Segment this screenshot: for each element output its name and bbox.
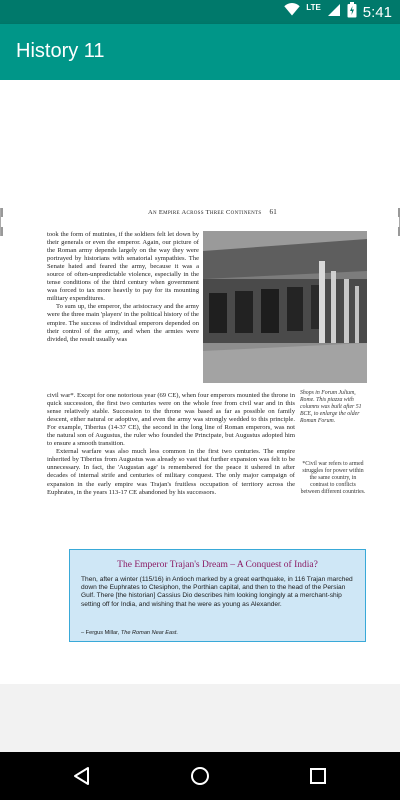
info-box <box>69 549 366 642</box>
status-bar <box>0 0 400 24</box>
info-box-source <box>81 630 178 636</box>
running-head-title: An Empire Across Three Continents <box>148 209 262 216</box>
status-icons <box>284 2 392 22</box>
source-title: The Roman Near East. <box>120 630 179 636</box>
paragraph: civil war*. Except for one notorious year (69 CE), when four emperors mounted the throne in quick succession, the first two centuries were on the whole free from civil war and in this sense relatively stable. Succession to the throne was based as far as possible on family descent, either natural or adoptive, and even the army was strongly wedded to this principle. For example, Tiberius (14-37 CE), the second in the long line of Roman emperors, was not the natural son of Augustus, the ruler who founded the Principate, but Augustus adopted him to ensure a smooth transition. <box>47 392 295 448</box>
status-time: 5:41 <box>362 3 392 21</box>
battery-icon <box>347 2 357 23</box>
home-icon[interactable] <box>186 762 214 790</box>
side-note: *Civil war refers to armed struggles for power within the same country, in contrast to conflicts between different countries. <box>300 461 366 495</box>
info-box-title: The Emperor Trajan's Dream – A Conquest of India? <box>117 560 318 570</box>
photo-caption: Shops in Forum Julium, Rome. This piazza with columns was built after 51 BCE, to enlarge the older Roman Forum. <box>300 390 362 424</box>
recents-icon[interactable] <box>304 762 332 790</box>
back-icon[interactable] <box>68 762 96 790</box>
wifi-icon <box>284 3 300 21</box>
app-title: History 11 <box>16 40 105 62</box>
paragraph: To sum up, the emperor, the aristocracy and the army were the three main 'players' in the political history of the empire. The success of individual emperors depended on their control of the army, and when the armies were divided, the result usually was <box>47 303 199 343</box>
page-number: 61 <box>269 208 278 216</box>
forum-ruins-illustration <box>203 231 367 383</box>
page-edge-mark-left <box>0 208 2 236</box>
paragraph: took the form of mutinies, if the soldiers felt let down by their generals or even the emperor. Again, our picture of the Roman army depends largely on the way they were portrayed by historians with senatorial sympathies. The Senate hated and feared the army, because it was a source of often-unpredictable violence, especially in the tense conditions of the third century when government was forced to tax more heavily to pay for its mounting military expenditures. <box>47 231 199 303</box>
info-box-body: Then, after a winter (115/16) in Antioch marked by a great earthquake, in 116 Trajan marched down the Euphrates to Ctesiphon, the Porthian capital, and then to the head of the Persian Gulf. There [the historian] Cassius Dio describes him looking longingly at a merchant-ship setting off for India, and wishing that he were as young as Alexander. <box>81 576 353 608</box>
viewer-bottom-strip <box>0 684 400 752</box>
paragraph: External warfare was also much less common in the first two centuries. The empire inherited by Tiberius from Augustus was already so vast that further expansion was felt to be unnecessary. In fact, the 'Augustan age' is remembered for the peace it ushered in after decades of internal strife and centuries of military conquest. The only major campaign of expansion in the early empire was Trajan's fruitless occupation of territory across the Euphrates, in the years 113-17 CE abandoned by his successors. <box>47 448 295 496</box>
app-bar <box>0 24 400 80</box>
text-full-width <box>47 392 295 497</box>
navigation-bar <box>0 752 400 800</box>
forum-photo <box>203 231 367 383</box>
running-head <box>148 208 277 216</box>
source-author: – Fergus Millar, <box>81 630 120 636</box>
signal-icon <box>327 3 341 22</box>
network-type-label: LTE <box>306 3 321 12</box>
text-column-left <box>47 231 199 344</box>
